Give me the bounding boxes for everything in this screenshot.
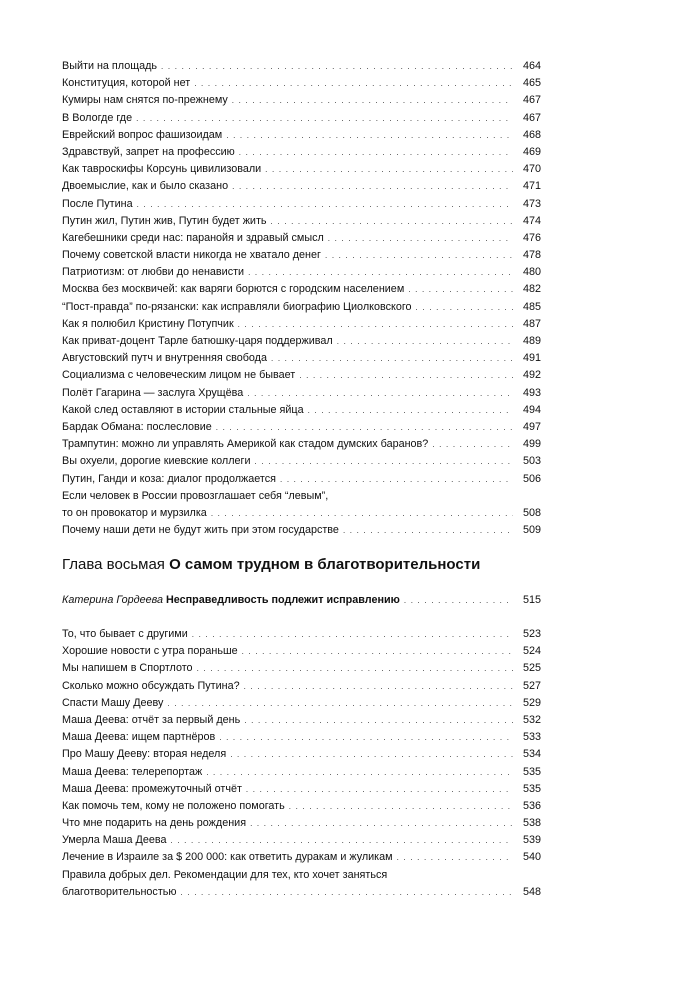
entry-page: 467 — [522, 111, 541, 124]
dot-leader — [181, 884, 513, 901]
entry-title: Москва без москвичей: как варяги борются с городским населением — [62, 283, 405, 296]
dot-leader — [408, 281, 513, 298]
entry-title: Вы охуели, дорогие киевские коллеги — [62, 455, 251, 468]
entry-page: 489 — [522, 335, 541, 347]
dot-leader — [325, 247, 513, 264]
entry-title: Что мне подарить на день рождения — [62, 817, 247, 830]
dot-leader — [192, 626, 513, 643]
entry-title: Почему наши дети не будут жить при этом государстве — [62, 524, 339, 537]
toc-entry — [62, 350, 541, 367]
toc-entry — [62, 281, 541, 298]
toc-entry — [62, 832, 541, 849]
entry-page: 476 — [522, 231, 541, 244]
entry-page: 464 — [522, 60, 541, 72]
entry-title: Бардак Обмана: послесловие — [62, 420, 212, 433]
entry-title-line1: Если человек в России провозглашает себя “левым”, — [62, 489, 329, 502]
dot-leader — [299, 367, 513, 384]
entry-title: Спасти Машу Дееву — [62, 696, 164, 709]
entry-page: 485 — [522, 300, 541, 313]
entry-title: Полёт Гагарина — заслуга Хрущёва — [62, 386, 244, 399]
entry-title: Здравствуй, запрет на профессию — [62, 145, 235, 158]
dot-leader — [230, 746, 513, 763]
entry-title: Маша Деева: ищем партнёров — [62, 731, 216, 744]
entry-title: Патриотизм: от любви до ненависти — [62, 266, 245, 279]
dot-leader — [232, 92, 513, 109]
dot-leader — [250, 815, 513, 832]
entry-page: 497 — [522, 420, 541, 433]
toc-section-1 — [62, 58, 541, 539]
entry-page: 529 — [522, 696, 541, 709]
dot-leader — [216, 419, 513, 436]
entry-title: Августовский путч и внутренняя свобода — [62, 352, 267, 365]
entry-page: 548 — [522, 885, 541, 898]
dot-leader — [271, 350, 513, 367]
entry-title: Мы напишем в Спортлото — [62, 662, 193, 675]
entry-page: 493 — [522, 386, 541, 399]
entry-page: 470 — [522, 163, 541, 176]
entry-title: Как тавроскифы Корсунь цивилизовали — [62, 163, 262, 176]
toc-entry — [62, 92, 541, 109]
entry-page: 540 — [522, 851, 541, 864]
entry-page: 535 — [522, 782, 541, 795]
dot-leader — [232, 178, 513, 195]
entry-page: 523 — [522, 628, 541, 640]
entry-title: То, что бывает с другими — [62, 628, 188, 640]
entry-title-line2: благотворительностью — [62, 885, 177, 898]
chapter-title: О самом трудном в благотворительности — [169, 556, 481, 573]
entry-page: 468 — [522, 128, 541, 141]
toc-entry — [62, 678, 541, 695]
toc-entry — [62, 58, 541, 75]
toc-entry — [62, 746, 541, 763]
entry-page: 532 — [522, 713, 541, 726]
entry-page: 478 — [522, 249, 541, 262]
entry-title-line2: то он провокатор и мурзилка — [62, 506, 207, 519]
entry-title-line1: Правила добрых дел. Рекомендации для тех, кто хочет заняться — [62, 868, 388, 881]
entry-page: 469 — [522, 145, 541, 158]
chapter-label: Глава восьмая — [62, 556, 165, 573]
entry-page: 487 — [522, 317, 541, 330]
entry-title: Конституция, которой нет — [62, 77, 191, 90]
toc-entry — [62, 127, 541, 144]
dot-leader — [337, 333, 513, 350]
entry-title: Маша Деева: отчёт за первый день — [62, 713, 241, 726]
dot-leader — [194, 75, 513, 92]
dot-leader — [206, 764, 513, 781]
toc-entry — [62, 385, 541, 402]
entry-page: 539 — [522, 834, 541, 847]
entry-page: 499 — [522, 438, 541, 451]
dot-leader — [238, 316, 513, 333]
chapter-heading — [62, 555, 480, 575]
toc-entry — [62, 367, 541, 384]
entry-page: 515 — [522, 594, 541, 606]
intro-title-group — [62, 592, 400, 609]
dot-leader — [242, 643, 513, 660]
toc-entry — [62, 849, 541, 866]
toc-section-2 — [62, 626, 541, 901]
dot-leader — [246, 781, 513, 798]
dot-leader — [255, 453, 513, 470]
entry-page: 465 — [522, 77, 541, 90]
toc-entry — [62, 505, 541, 522]
toc-entry — [62, 230, 541, 247]
dot-leader — [271, 213, 513, 230]
entry-title: Маша Деева: промежуточный отчёт — [62, 782, 242, 795]
toc-entry — [62, 196, 541, 213]
entry-title: Почему советской власти никогда не хватало денег — [62, 249, 321, 262]
toc-entry — [62, 764, 541, 781]
toc-entry — [62, 178, 541, 195]
entry-page: 525 — [522, 662, 541, 675]
entry-title: Путин жил, Путин жив, Путин будет жить — [62, 214, 267, 227]
dot-leader — [219, 729, 513, 746]
entry-title: Про Машу Дееву: вторая неделя — [62, 748, 227, 761]
entry-page: 534 — [522, 748, 541, 761]
entry-title: Какой след оставляют в истории стальные яйца — [62, 403, 304, 416]
entry-page: 474 — [522, 214, 541, 227]
entry-title: Выйти на площадь — [62, 60, 158, 72]
toc-entry — [62, 798, 541, 815]
dot-leader — [289, 798, 513, 815]
entry-title: Умерла Маша Деева — [62, 834, 167, 847]
toc-entry — [62, 75, 541, 92]
entry-page: 535 — [522, 765, 541, 778]
toc-entry — [62, 213, 541, 230]
entry-page: 536 — [522, 799, 541, 812]
entry-page: 494 — [522, 403, 541, 416]
dot-leader — [432, 436, 513, 453]
dot-leader — [170, 832, 513, 849]
dot-leader — [244, 678, 513, 695]
entry-page: 533 — [522, 731, 541, 744]
entry-page: 524 — [522, 645, 541, 658]
entry-title: В Вологде где — [62, 111, 133, 124]
dot-leader — [136, 110, 513, 127]
toc-entry — [62, 453, 541, 470]
toc-entry — [62, 419, 541, 436]
toc-entry — [62, 333, 541, 350]
entry-title: Социализма с человеческим лицом не бывает — [62, 369, 296, 382]
entry-title: Двоемыслие, как и было сказано — [62, 180, 229, 193]
toc-entry — [62, 712, 541, 729]
dot-leader — [167, 695, 513, 712]
entry-page: 467 — [522, 94, 541, 107]
toc-entry — [62, 522, 541, 539]
toc-entry — [62, 592, 541, 609]
toc-entry — [62, 781, 541, 798]
entry-title: Кагебешники среди нас: паранойя и здравый смысл — [62, 231, 324, 244]
toc-entry — [62, 660, 541, 677]
dot-leader — [416, 299, 513, 316]
entry-title: Сколько можно обсуждать Путина? — [62, 679, 240, 692]
dot-leader — [244, 712, 513, 729]
toc-entry — [62, 436, 541, 453]
entry-title: После Путина — [62, 197, 133, 210]
dot-leader — [397, 849, 513, 866]
dot-leader — [328, 230, 513, 247]
entry-title: Еврейский вопрос фашизоидам — [62, 128, 223, 141]
entry-page: 538 — [522, 817, 541, 830]
toc-entry — [62, 471, 541, 488]
dot-leader — [248, 264, 513, 281]
dot-leader — [197, 660, 513, 677]
dot-leader — [161, 58, 513, 75]
toc-entry — [62, 626, 541, 643]
entry-title: Как я полюбил Кристину Потупчик — [62, 317, 234, 330]
toc-entry — [62, 402, 541, 419]
toc-entry — [62, 110, 541, 127]
entry-page: 482 — [522, 283, 541, 296]
entry-page: 480 — [522, 266, 541, 279]
dot-leader — [211, 505, 513, 522]
toc-entry — [62, 299, 541, 316]
entry-title: Трампутин: можно ли управлять Америкой как стадом думских баранов? — [62, 438, 429, 451]
dot-leader — [404, 592, 513, 609]
toc-entry — [62, 729, 541, 746]
toc-entry — [62, 695, 541, 712]
entry-title: Кумиры нам снятся по-прежнему — [62, 94, 228, 107]
toc-entry — [62, 161, 541, 178]
toc-entry — [62, 316, 541, 333]
entry-page: 473 — [522, 197, 541, 210]
dot-leader — [343, 522, 513, 539]
toc-entry — [62, 643, 541, 660]
dot-leader — [239, 144, 513, 161]
dot-leader — [308, 402, 513, 419]
dot-leader — [247, 385, 513, 402]
entry-page: 503 — [522, 455, 541, 468]
dot-leader — [265, 161, 513, 178]
entry-page: 471 — [522, 180, 541, 193]
entry-page: 509 — [522, 524, 541, 537]
dot-leader — [226, 127, 513, 144]
chapter-intro — [62, 592, 541, 609]
entry-page: 491 — [522, 352, 541, 365]
entry-title: “Пост-правда” по-рязански: как исправляли биографию Циолковского — [62, 300, 412, 313]
intro-author: Катерина Гордеева — [62, 594, 163, 606]
entry-page: 492 — [522, 369, 541, 382]
entry-title: Лечение в Израиле за $ 200 000: как ответить дуракам и жуликам — [62, 851, 393, 864]
entry-title: Как приват-доцент Тарле батюшку-царя поддерживал — [62, 335, 333, 347]
entry-title: Маша Деева: телерепортаж — [62, 765, 203, 778]
entry-title: Путин, Ганди и коза: диалог продолжается — [62, 472, 276, 485]
toc-entry — [62, 884, 541, 901]
toc-entry — [62, 264, 541, 281]
toc-entry — [62, 144, 541, 161]
entry-page: 508 — [522, 506, 541, 519]
entry-title: Хорошие новости с утра пораньше — [62, 645, 238, 658]
entry-page: 527 — [522, 679, 541, 692]
intro-title: Несправедливость подлежит исправлению — [165, 594, 400, 606]
toc-entry — [62, 247, 541, 264]
dot-leader — [137, 196, 513, 213]
toc-entry — [62, 815, 541, 832]
dot-leader — [280, 471, 513, 488]
entry-title: Как помочь тем, кому не положено помогать — [62, 799, 285, 812]
entry-page: 506 — [522, 472, 541, 485]
